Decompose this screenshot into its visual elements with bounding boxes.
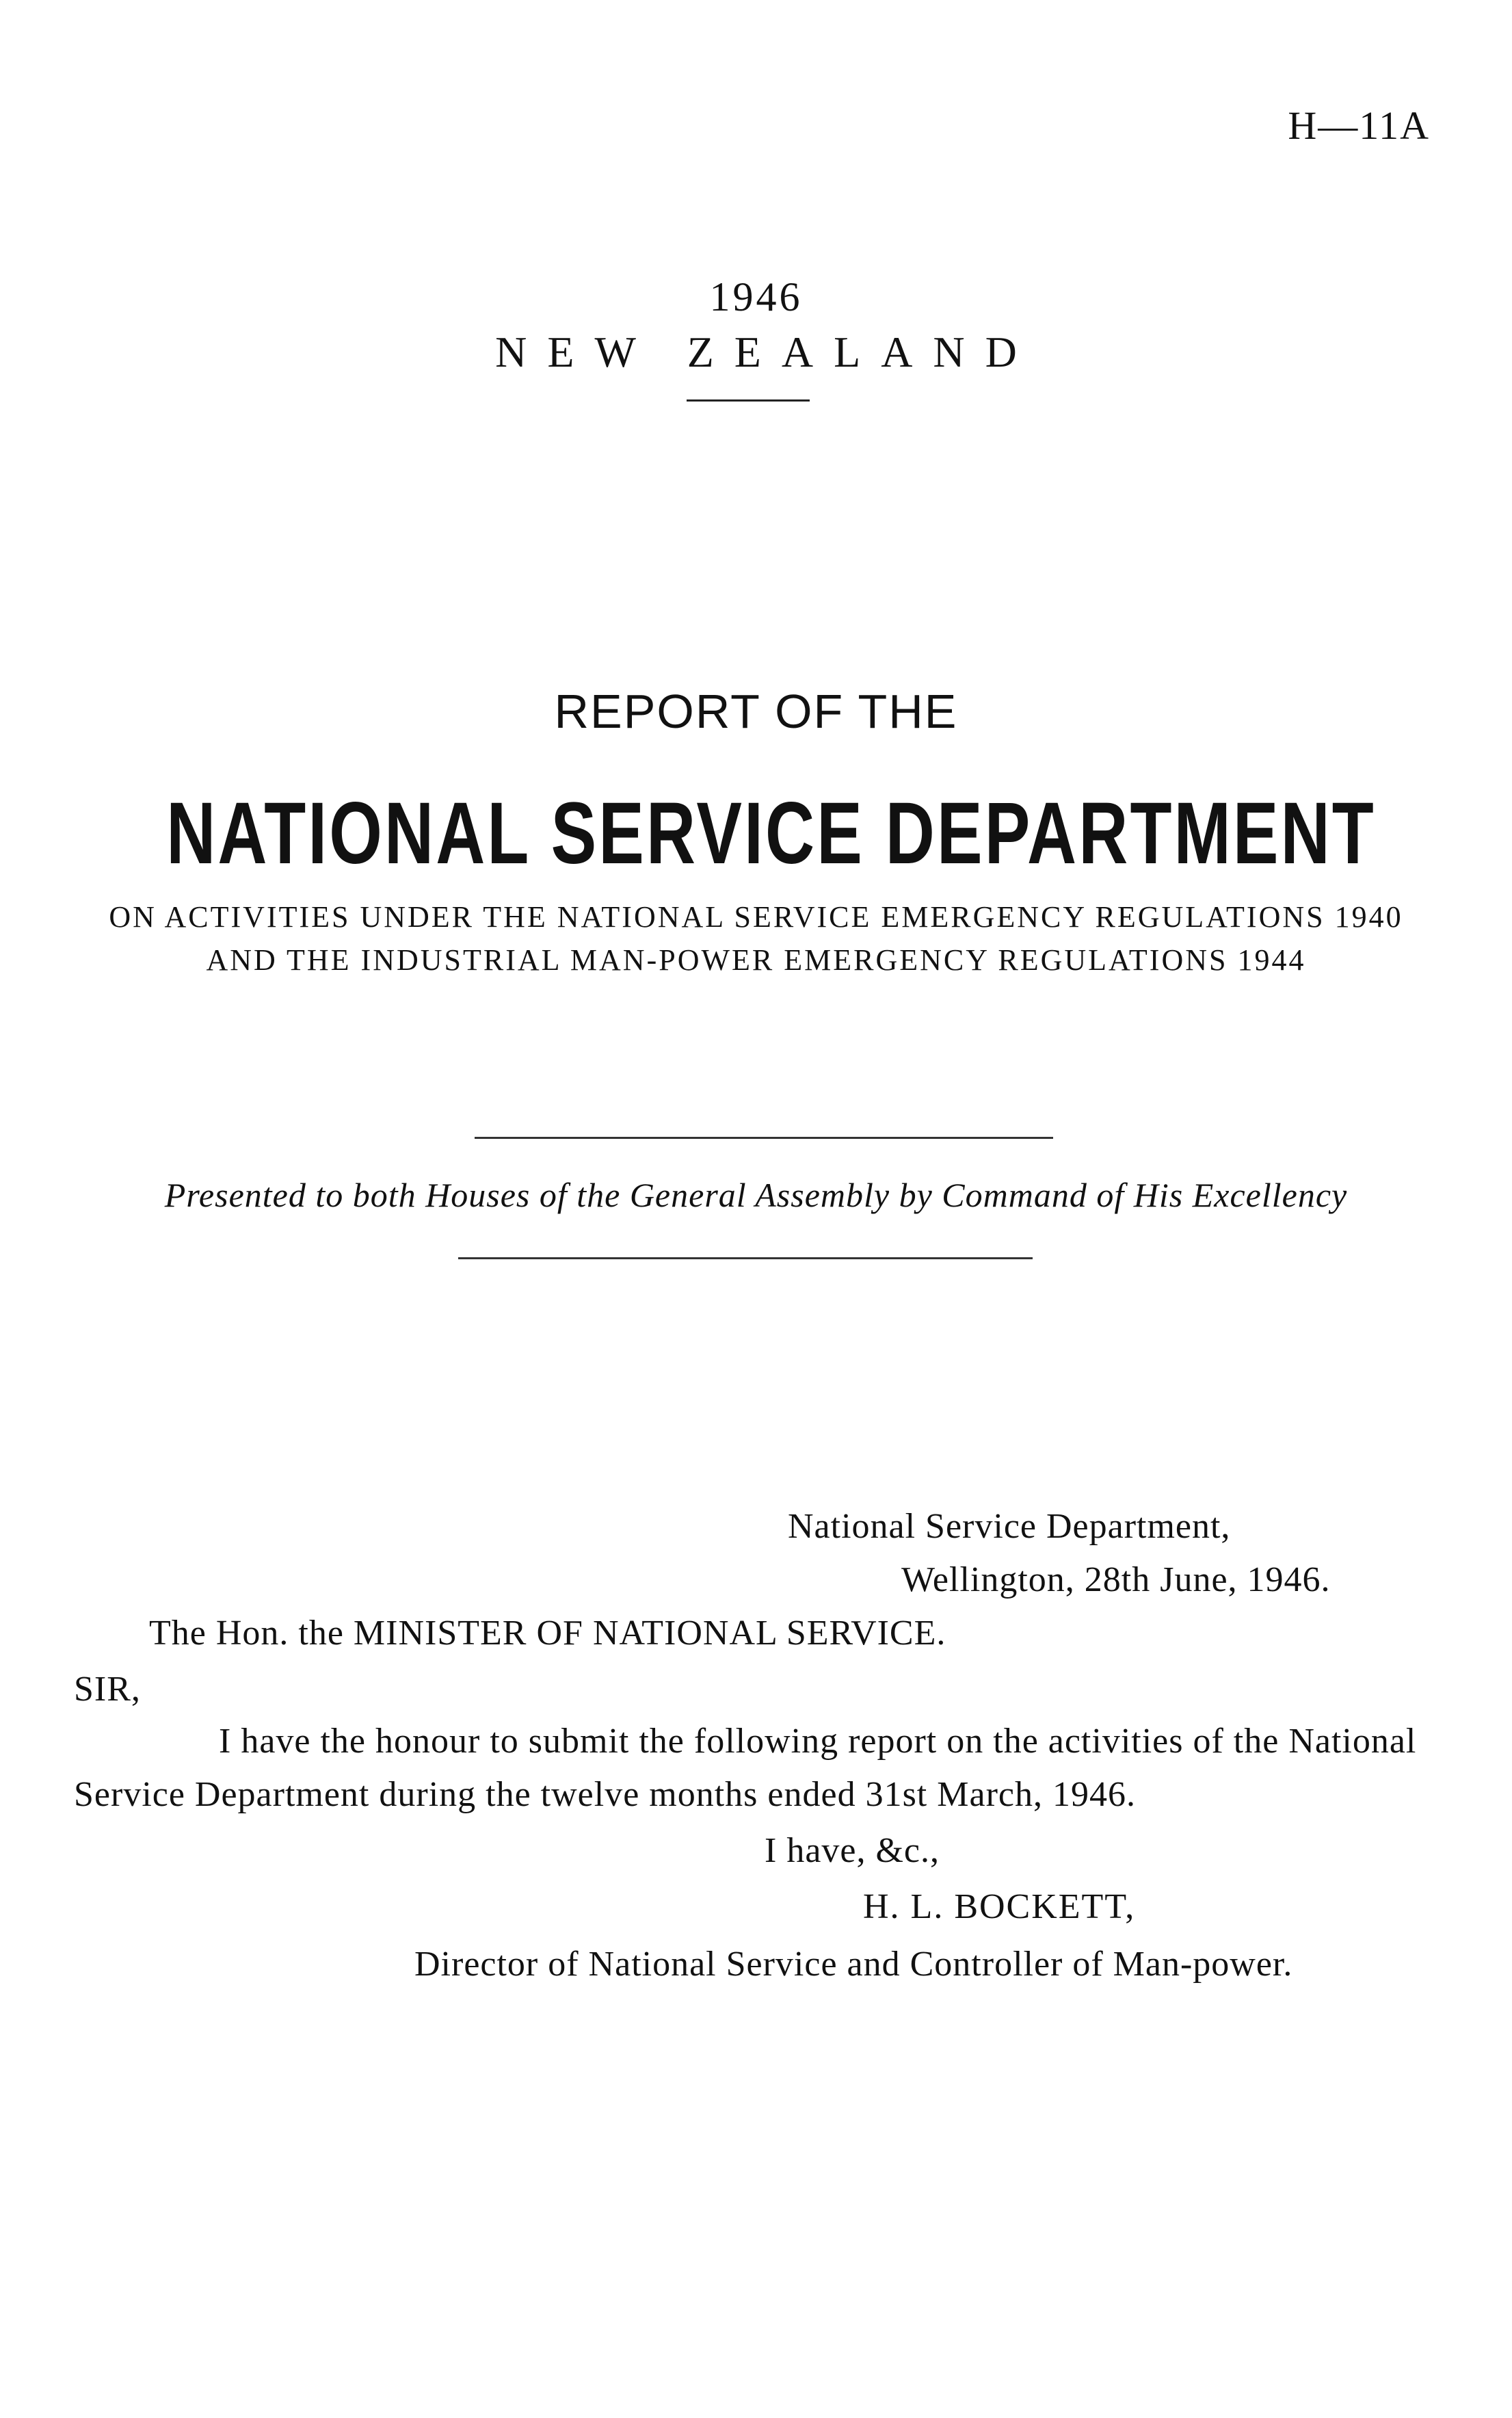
presentation-note: Presented to both Houses of the General Assembly by Command of His Excellency bbox=[164, 1176, 1348, 1214]
subtitle-line-1: ON ACTIVITIES UNDER THE NATIONAL SERVICE EMERGENCY REGULATIONS 1940 bbox=[109, 900, 1403, 934]
sender-address-line-1: National Service Department, bbox=[788, 1507, 1231, 1546]
document-reference: H—11A bbox=[1288, 103, 1430, 148]
letter-closing: I have, &c., bbox=[765, 1831, 940, 1870]
heading-divider bbox=[687, 399, 810, 402]
letter-salutation: SIR, bbox=[74, 1670, 141, 1709]
sender-address-line-2: Wellington, 28th June, 1946. bbox=[901, 1560, 1331, 1599]
lower-divider bbox=[458, 1257, 1033, 1259]
upper-divider bbox=[475, 1137, 1053, 1139]
letter-recipient: The Hon. the MINISTER OF NATIONAL SERVICE. bbox=[149, 1614, 946, 1653]
letter-body-line-2: Service Department during the twelve months ended 31st March, 1946. bbox=[74, 1775, 1136, 1814]
signatory-name: H. L. BOCKETT, bbox=[863, 1887, 1136, 1926]
letter-body-line-1: I have the honour to submit the following report on the activities of the National bbox=[219, 1722, 1417, 1761]
department-title: NATIONAL SERVICE DEPARTMENT bbox=[166, 785, 1376, 882]
publication-year: 1946 bbox=[709, 274, 803, 319]
country-heading: NEW ZEALAND bbox=[495, 328, 1037, 376]
subtitle-line-2: AND THE INDUSTRIAL MAN-POWER EMERGENCY REGULATIONS 1944 bbox=[206, 943, 1306, 977]
signatory-title: Director of National Service and Controller of Man-power. bbox=[414, 1945, 1293, 1984]
report-of-heading: REPORT OF THE bbox=[554, 685, 958, 738]
